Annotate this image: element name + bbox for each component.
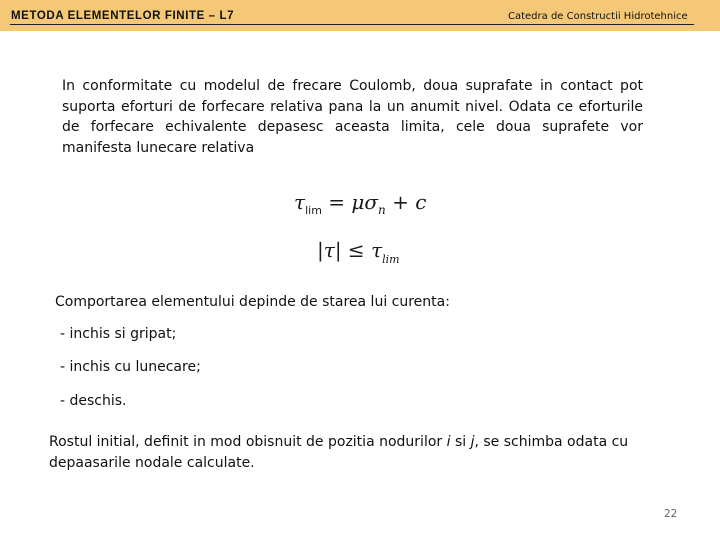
formula-eq: = xyxy=(321,190,352,214)
header-bar xyxy=(0,0,720,31)
role-text-2: si xyxy=(450,434,471,450)
role-node-j: j xyxy=(470,434,475,450)
inequality-tau: τ xyxy=(323,238,335,262)
behavior-item: - inchis si gripat; xyxy=(60,326,177,342)
page-number: 22 xyxy=(664,508,678,520)
intro-paragraph: In conformitate cu modelul de frecare Coulomb, doua suprafate in contact pot suporta eforturi de forfecare relativa pana la un anumit nivel. Odata ce eforturile de forfecare echivalente depasesc aceasta limita, cele doua suprafete vor manifesta lunecare relativa xyxy=(62,78,643,156)
formula-sigma-sub: n xyxy=(378,203,386,217)
header-rule xyxy=(10,24,694,25)
formula-plus-c: + c xyxy=(385,190,427,214)
role-paragraph xyxy=(49,432,659,474)
inequality-bar-open: | xyxy=(317,238,324,262)
behavior-item: - deschis. xyxy=(60,393,127,409)
role-text-3: , se schimba odata cu depaasarile nodale calculate. xyxy=(49,434,629,471)
role-text-1: Rostul initial, definit in mod obisnuit de pozitia nodurilor xyxy=(49,434,447,450)
inequality-rhs: τ xyxy=(371,238,383,262)
inequality-rhs-sub: lim xyxy=(382,253,400,266)
role-node-i: i xyxy=(446,434,451,450)
shear-inequality-formula xyxy=(317,238,400,266)
inequality-bar-close: | xyxy=(334,238,342,262)
header-title: METODA ELEMENTELOR FINITE – L7 xyxy=(11,10,235,22)
header-department: Catedra de Constructii Hidrotehnice xyxy=(508,11,688,22)
behavior-item: - inchis cu lunecare; xyxy=(60,359,201,375)
behavior-intro: Comportarea elementului depinde de starea lui curenta: xyxy=(55,294,450,310)
formula-tau-sub: lim xyxy=(305,204,322,217)
coulomb-limit-formula xyxy=(294,190,426,217)
formula-mu-sigma: μσ xyxy=(351,190,379,214)
formula-tau: τ xyxy=(294,190,306,214)
inequality-le: ≤ xyxy=(341,238,372,262)
